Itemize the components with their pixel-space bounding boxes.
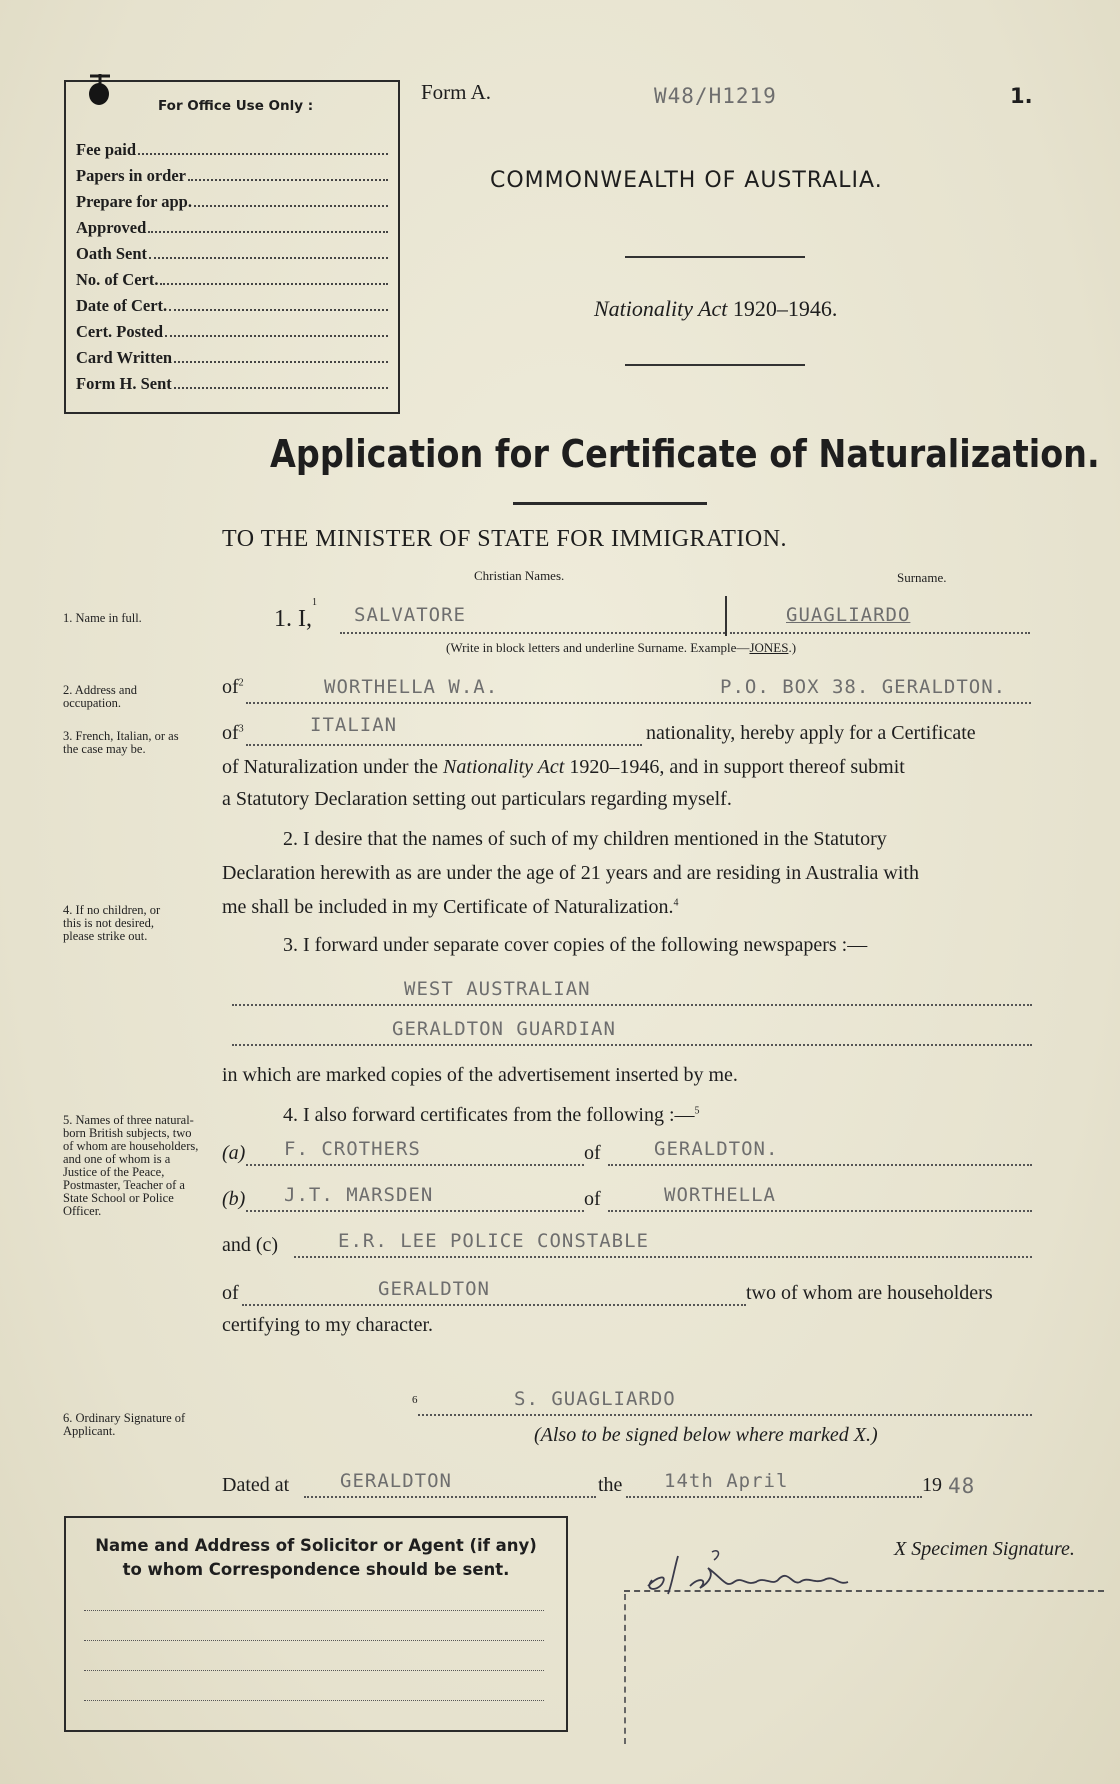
newspaper-2-field: GERALDTON GUARDIAN [232,1018,1032,1046]
address-field: WORTHELLA W.A. P.O. BOX 38. GERALDTON. [246,676,1031,704]
christian-names-label: Christian Names. [474,568,565,583]
certifying-text: certifying to my character. [222,1314,434,1336]
header-rule-top [625,256,805,258]
commonwealth-heading: COMMONWEALTH OF AUSTRALIA. [490,168,883,193]
act-heading: Nationality Act 1920–1946. [594,296,838,321]
referee-a-place-field: GERALDTON. [608,1138,1032,1166]
address-of-label: $of^2$ [222,676,244,698]
referee-c-place-field: GERALDTON [242,1278,746,1306]
signature-marker: 6 [412,1394,418,1406]
referee-a-label: (a) [222,1142,246,1164]
office-row-card-written: Card Written [76,348,388,368]
office-use-box [64,80,400,414]
solicitor-line-4 [84,1700,544,1701]
office-row-fee-paid: Fee paid [76,140,388,160]
nationality-line3: a Statutory Declaration setting out particulars regarding myself. [222,788,732,810]
addressee: TO THE MINISTER OF STATE FOR IMMIGRATION. [222,526,788,552]
referee-b-place-field: WORTHELLA [608,1184,1032,1212]
margin-note-3: 3. French, Italian, or as the case may be. [63,729,179,756]
office-row-approved: Approved [76,218,388,238]
newspaper-1-field: WEST AUSTRALIAN [232,978,1032,1006]
paragraph-2-line2: Declaration herewith as are under the age of 21 years and are residing in Australia with [222,862,919,884]
specimen-signature-label: X Specimen Signature. [894,1538,1075,1560]
paragraph-2-line1: 2. I desire that the names of such of my children mentioned in the Statutory [283,828,887,850]
nationality-line1-rest: nationality, hereby apply for a Certificate [646,722,976,744]
solicitor-line-2 [84,1640,544,1641]
margin-note-4: 4. If no children, or this is not desired, please strike out. [63,903,161,943]
dated-place-field: GERALDTON [304,1470,596,1498]
solicitor-box [64,1516,568,1732]
title-rule [513,502,707,505]
referee-c-label: and (c) [222,1234,279,1256]
ordinary-signature-field: S. GUAGLIARDO [418,1388,1032,1416]
referee-b-name-field: J.T. MARSDEN [246,1184,584,1212]
year-value: 48 [948,1474,976,1498]
solicitor-heading: Name and Address of Solicitor or Agent (if any) to whom Correspondence should be sent. [95,1536,537,1579]
paragraph-4-line1: 4. I also forward certificates from the following :—$^5$ [283,1104,700,1126]
referee-c-name-field: E.R. LEE POLICE CONSTABLE [294,1230,1032,1258]
office-row-cert-no: No. of Cert. [76,270,388,290]
referee-b-of: of [584,1188,601,1210]
margin-note-5: 5. Names of three natural-born British subjects, two of whom are householders, and one of whom is a Justice of the Peace, Postmaster, Teacher of a State School or Police Officer. [63,1113,199,1218]
block-letters-instruction: (Write in block letters and underline Surname. Example—JONES.) [446,640,797,655]
nationality-field: ITALIAN [246,718,642,746]
office-row-cert-date: Date of Cert. [76,296,388,316]
office-row-papers: Papers in order [76,166,388,186]
form-label: Form A. [421,80,492,104]
paragraph-3-after: in which are marked copies of the advertisement inserted by me. [222,1064,738,1086]
paragraph-3-line1: 3. I forward under separate cover copies of the following newspapers :— [283,934,868,956]
office-row-cert-posted: Cert. Posted [76,322,388,342]
paper-clip-mark-icon [84,72,116,112]
christian-names-field: SALVATORE [340,604,725,634]
page-number: 1. [1010,84,1033,108]
year-prefix: 19 [922,1474,942,1496]
the-label: the [598,1474,623,1496]
margin-note-1: 1. Name in full. [63,611,142,625]
margin-note-6: 6. Ordinary Signature of Applicant. [63,1411,186,1438]
reference-number: W48/H1219 [654,84,777,108]
office-use-heading: For Office Use Only : [158,98,314,114]
dated-date-field: 14th April [626,1470,922,1498]
referee-c-of: of [222,1282,239,1304]
paragraph-2-line3: me shall be included in my Certificate of Naturalization.$^4$ [222,896,679,918]
name-divider [725,596,727,636]
margin-note-2: 2. Address and occupation. [63,683,137,710]
specimen-vertical-guide [624,1594,626,1744]
office-row-oath: Oath Sent [76,244,388,264]
solicitor-line-1 [84,1610,544,1611]
dated-at-label: Dated at [222,1474,290,1496]
handwritten-signature-icon [638,1546,898,1602]
referee-b-label: (b) [222,1188,246,1210]
surname-label: Surname. [897,570,947,585]
header-rule-bottom [625,364,805,366]
nationality-line2: of Naturalization under the Nationality Act 1920–1946, and in support thereof submit [222,756,905,778]
solicitor-line-3 [84,1670,544,1671]
signature-note: (Also to be signed below where marked X.) [534,1424,878,1446]
nationality-of-label: $of^3$ [222,722,244,744]
item-one-prefix: 1. I,$^1$ [274,597,317,632]
householders-text: two of whom are householders [746,1282,993,1304]
referee-a-of: of [584,1142,601,1164]
office-row-prepare: Prepare for app. [76,192,388,212]
office-row-form-h: Form H. Sent [76,374,388,394]
surname-field: GUAGLIARDO [730,604,1030,634]
referee-a-name-field: F. CROTHERS [246,1138,584,1166]
page-title: Application for Certificate of Naturalization. [270,432,1100,476]
